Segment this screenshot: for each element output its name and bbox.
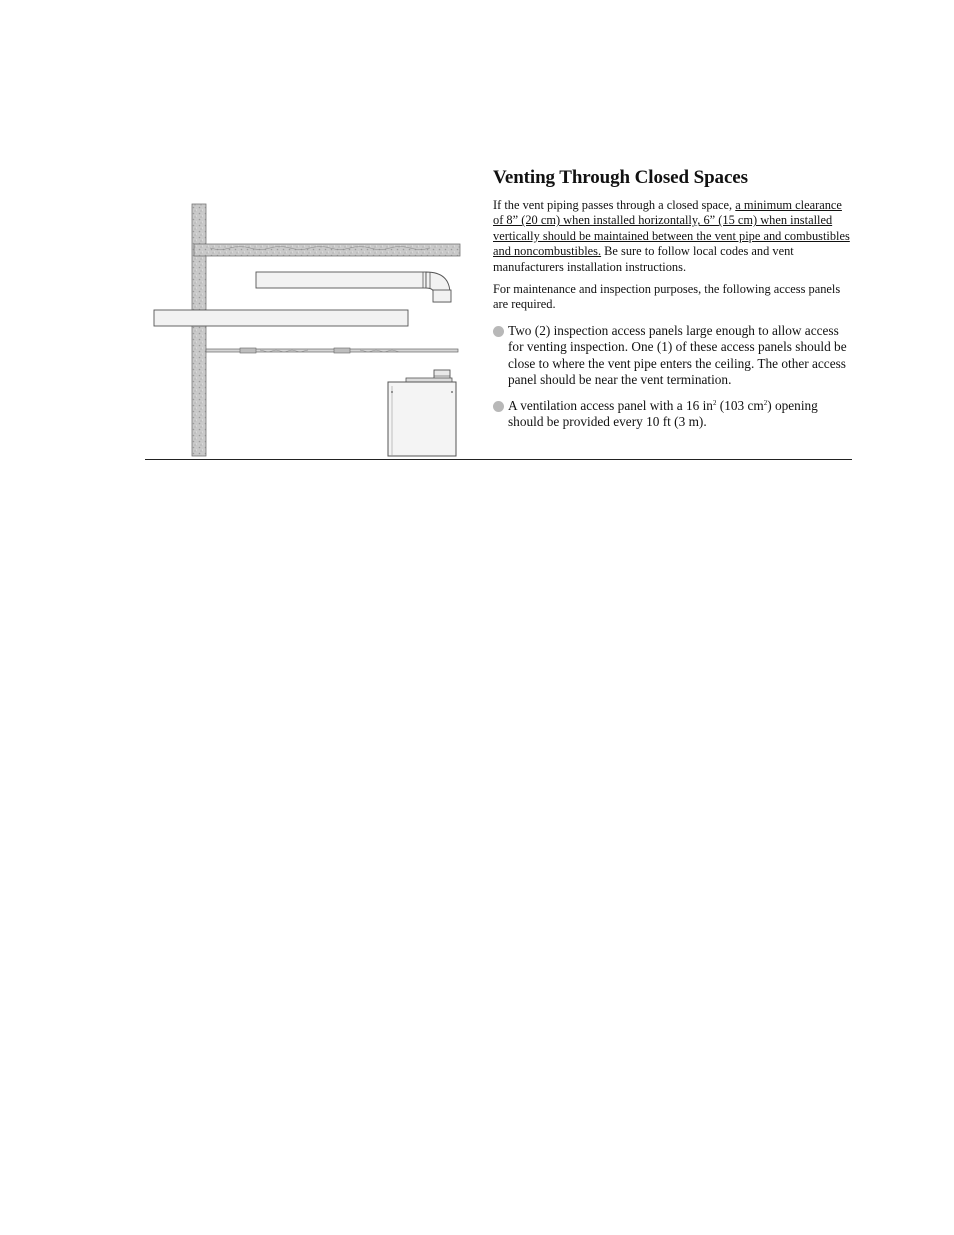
access-panels-intro: For maintenance and inspection purposes, the following access panels are required. — [493, 282, 841, 312]
list-item — [493, 398, 853, 431]
grey-circle-bullet-icon — [493, 326, 504, 337]
list-item — [493, 323, 853, 389]
clearance-lead: If the vent piping passes through a closed space, — [493, 198, 736, 212]
ventilation-panel-text — [508, 398, 818, 430]
section-heading: Venting Through Closed Spaces — [493, 167, 748, 188]
venting-text-column — [493, 166, 853, 440]
inspection-panel-text: Two (2) inspection access panels large enough to allow access for venting inspection. One (1) of these access panels should be close to where the vent pipe enters the ceiling. The other access panel should be near the vent termination. — [508, 322, 847, 388]
vertical-wall — [192, 204, 206, 456]
clearance-tail: Be sure to follow local codes and vent manufacturers installation instructions. — [493, 244, 794, 274]
clearance-requirement: a minimum clearance of 8” (20 cm) when installed horizontally, 6” (15 cm) when installed vertically should be maintained between the vent pipe and combustibles and noncombustibles. — [493, 198, 850, 259]
venting-closed-space-illustration — [150, 200, 462, 458]
superscript: 2 — [763, 398, 768, 407]
clearance-paragraph — [493, 198, 853, 275]
lower-vent-pipe — [154, 310, 408, 326]
upper-vent-pipe — [256, 272, 451, 302]
ventilation-text-part3: ) opening should be provided every 10 ft (3 m). — [508, 397, 818, 430]
grey-circle-bullet-icon — [493, 401, 504, 412]
ceiling-slab — [194, 244, 460, 256]
section-divider — [145, 459, 852, 460]
ventilation-text-part1: A ventilation access panel with a 16 in — [508, 397, 713, 413]
superscript: 2 — [712, 398, 717, 407]
ventilation-text-part2: (103 cm — [716, 397, 764, 413]
water-heater-unit — [388, 370, 456, 456]
access-panel-list — [493, 323, 853, 431]
ceiling-joist — [206, 348, 458, 353]
